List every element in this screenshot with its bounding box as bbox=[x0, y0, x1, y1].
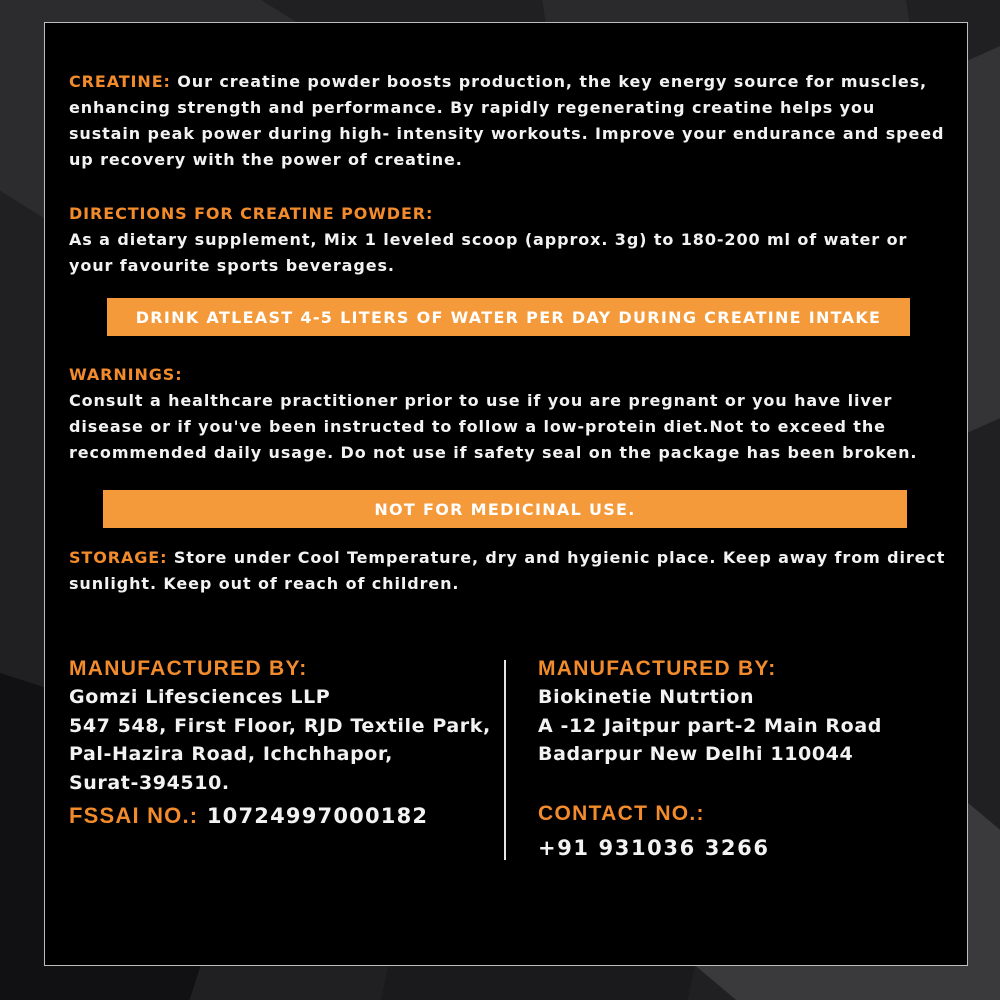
manufacturer-right bbox=[538, 655, 938, 769]
manufacturer-left-line: Pal-Hazira Road, Ichchhapor, bbox=[69, 743, 393, 765]
warnings-heading: WARNINGS: bbox=[69, 365, 183, 384]
medicinal-use-banner: NOT FOR MEDICINAL USE. bbox=[103, 490, 907, 528]
manufacturer-left-line: Gomzi Lifesciences LLP bbox=[69, 686, 331, 708]
warnings-section bbox=[69, 362, 949, 466]
creatine-heading: CREATINE: bbox=[69, 72, 171, 91]
manufacturer-right-line: A -12 Jaitpur part-2 Main Road bbox=[538, 714, 882, 737]
fssai-label: FSSAI NO.: bbox=[69, 803, 199, 828]
directions-heading: DIRECTIONS FOR CREATINE POWDER: bbox=[69, 204, 434, 223]
water-intake-banner: DRINK ATLEAST 4-5 LITERS OF WATER PER DAY DURING CREATINE INTAKE bbox=[107, 298, 910, 336]
fssai-number bbox=[69, 803, 428, 829]
storage-section bbox=[69, 545, 949, 597]
creatine-section bbox=[69, 69, 949, 173]
contact-number: +91 931036 3266 bbox=[538, 836, 770, 860]
contact-section bbox=[538, 800, 938, 863]
directions-text: As a dietary supplement, Mix 1 leveled scoop (approx. 3g) to 180-200 ml of water or your favourite sports beverages. bbox=[69, 230, 908, 275]
column-divider bbox=[504, 660, 506, 860]
manufacturer-right-heading: MANUFACTURED BY: bbox=[538, 657, 777, 680]
directions-section bbox=[69, 201, 949, 279]
warnings-text: Consult a healthcare practitioner prior to use if you are pregnant or you have liver disease or if you've been instructed to follow a low-protein diet.Not to exceed the recommended daily usage. Do not use if safety seal on the package has been broken. bbox=[69, 391, 918, 462]
creatine-text: Our creatine powder boosts production, the key energy source for muscles, enhancing strength and performance. By rapidly regenerating creatine helps you sustain peak power during high- intensity workouts. Improve your endurance and speed up recovery with the power of creatine. bbox=[69, 72, 945, 169]
manufacturer-left-line: 547 548, First Floor, RJD Textile Park, bbox=[69, 714, 491, 737]
manufacturer-left bbox=[69, 655, 499, 797]
contact-heading: CONTACT NO.: bbox=[538, 802, 705, 825]
manufacturer-right-line: Biokinetie Nutrtion bbox=[538, 686, 755, 708]
manufacturer-left-heading: MANUFACTURED BY: bbox=[69, 657, 308, 680]
manufacturer-left-line: Surat-394510. bbox=[69, 771, 230, 794]
storage-heading: STORAGE: bbox=[69, 548, 168, 567]
info-panel bbox=[44, 22, 968, 966]
fssai-value: 10724997000182 bbox=[206, 804, 429, 828]
manufacturer-right-line: Badarpur New Delhi 110044 bbox=[538, 743, 854, 765]
storage-text: Store under Cool Temperature, dry and hygienic place. Keep away from direct sunlight. Keep out of reach of children. bbox=[69, 548, 946, 593]
